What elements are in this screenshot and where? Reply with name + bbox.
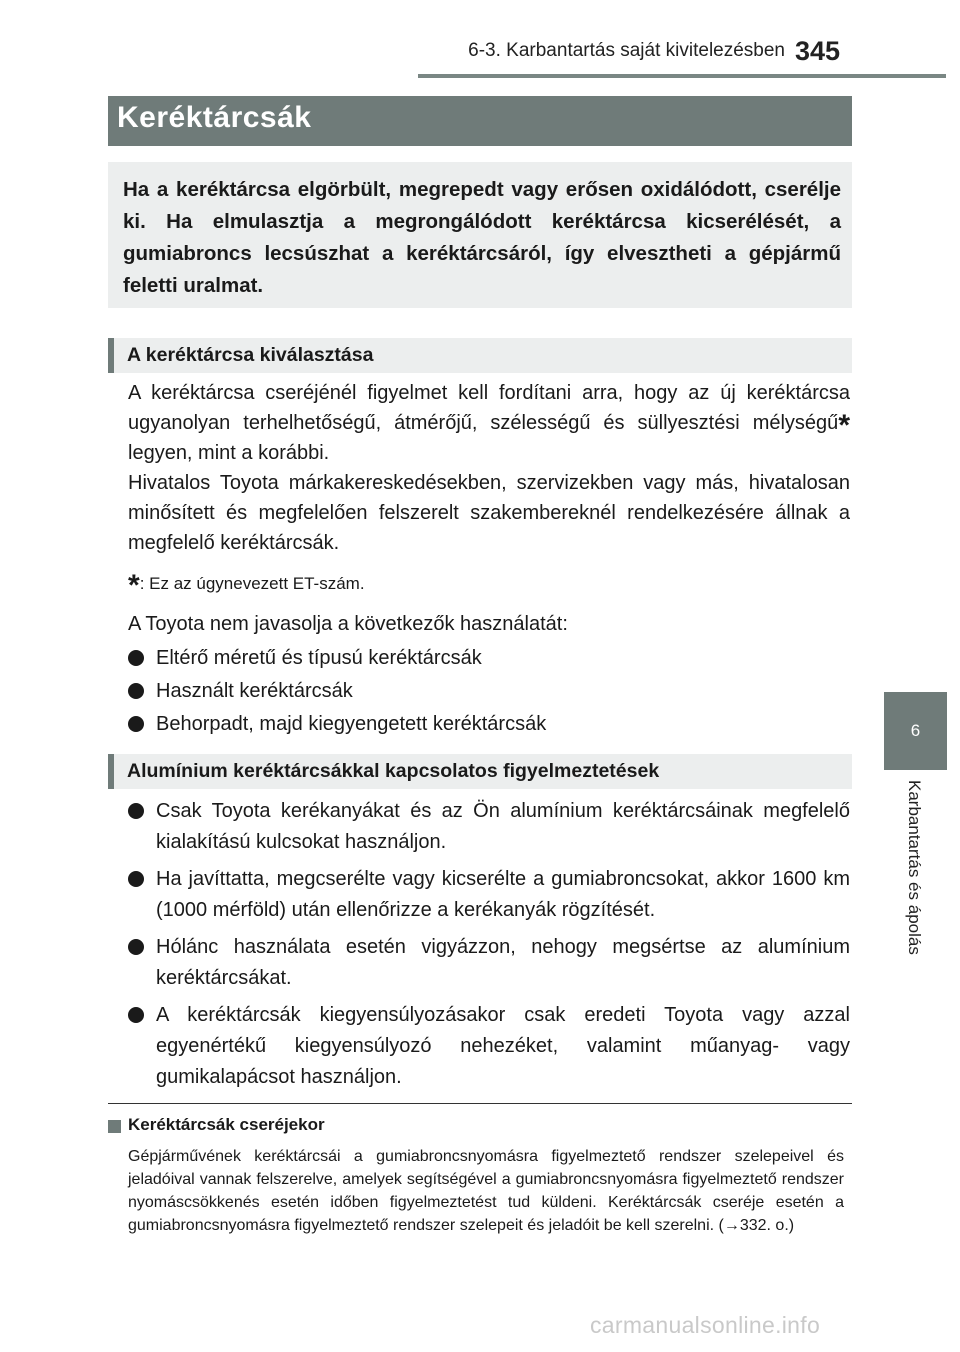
- paragraph: [128, 378, 850, 468]
- section-heading-bar: [108, 338, 852, 373]
- footnote-marker: *: [838, 409, 850, 442]
- watermark: carmanualsonline.info: [590, 1312, 821, 1338]
- section-heading-bar: [108, 754, 852, 789]
- header-rule: [418, 74, 946, 78]
- footnote: [128, 568, 850, 602]
- intro-text: Ha a keréktárcsa elgörbült, megrepedt vagy erősen oxidálódott, cserélje ki. Ha elmulasztja a megrongálódott keréktárcsa kicserélését, a gumiabroncs lecsúszhat a keréktárcsáról, így elvesztheti a gépjármű feletti uralmat.: [123, 178, 841, 297]
- list-item: [128, 1000, 850, 1093]
- note-title: Keréktárcsák cseréjekor: [128, 1115, 325, 1134]
- list-item: [128, 864, 850, 926]
- list-item: [128, 709, 850, 740]
- section-heading: A keréktárcsa kiválasztása: [127, 344, 374, 366]
- bullet-list: [128, 796, 850, 1093]
- bullet-list: [128, 643, 850, 740]
- page-title-band: [108, 96, 852, 146]
- intro-box: [108, 162, 852, 308]
- list-item-text: Eltérő méretű és típusú keréktárcsák: [156, 647, 482, 669]
- list-item: [128, 676, 850, 707]
- footer-rule: [108, 1103, 852, 1104]
- list-item-text: Használt keréktárcsák: [156, 680, 353, 702]
- note-text: Gépjárművének keréktárcsái a gumiabroncsnyomásra figyelmeztető rendszer szelepeivel és jeladóival vannak felszerelve, amelyek segítségével a gumiabroncsnyomásra figyelmeztető rendszer nyomáscsökkenés esetén időben figyelmeztetést tud küldeni. Keréktárcsák cseréje esetén a gumiabroncsnyomásra figyelmeztető rendszer szelepeit és jeladóit be kell szerelni. (→332. o.): [128, 1148, 844, 1234]
- footnote-text: : Ez az úgynevezett ET-szám.: [139, 574, 365, 593]
- bullet-dot-icon: [128, 650, 144, 666]
- list-item-text: Ha javíttatta, megcserélte vagy kicserélte a gumiabroncsokat, akkor 1600 km (1000 mérföld) után ellenőrizze a kerékanyák rögzítését.: [156, 868, 850, 921]
- section1-body: [128, 378, 850, 740]
- list-item-text: Hólánc használata esetén vigyázzon, nehogy megsértse az alumínium keréktárcsákat.: [156, 936, 850, 989]
- list-item: [128, 643, 850, 674]
- chapter-number: 6: [910, 721, 921, 740]
- running-header-section: 6-3. Karbantartás saját kivitelezésben: [468, 40, 785, 61]
- footnote-marker: *: [128, 569, 140, 602]
- bullet-dot-icon: [128, 939, 144, 955]
- chapter-title: Karbantartás és ápolás: [905, 780, 924, 955]
- paragraph-text: legyen, mint a korábbi.: [128, 442, 330, 464]
- paragraph-text: A keréktárcsa cseréjénél figyelmet kell fordítani arra, hogy az új keréktárcsa ugyanolyan terhelhetőségű, átmérőjű, szélességű és süllyesztési mélységű: [128, 382, 850, 434]
- bullet-dot-icon: [128, 1007, 144, 1023]
- section2-body: [128, 796, 850, 1093]
- chapter-side-label: [900, 780, 928, 990]
- square-bullet-icon: [108, 1120, 121, 1133]
- list-item-text: Csak Toyota kerékanyákat és az Ön alumínium keréktárcsáinak megfelelő kialakítású kulcsokat használjon.: [156, 800, 850, 853]
- bullet-dot-icon: [128, 716, 144, 732]
- list-item-text: Behorpadt, majd kiegyengetett keréktárcsák: [156, 713, 547, 735]
- chapter-tab: [884, 692, 947, 770]
- bullet-dot-icon: [128, 683, 144, 699]
- paragraph: Hivatalos Toyota márkakereskedésekben, szervizekben vagy más, hivatalosan minősített és megfelelően felszerelt szakembereknél rendelkezésére állnak a megfelelő keréktárcsák.: [128, 472, 850, 554]
- bullet-dot-icon: [128, 871, 144, 887]
- page-number: 345: [795, 36, 841, 66]
- section-heading: Alumínium keréktárcsákkal kapcsolatos figyelmeztetések: [127, 760, 660, 782]
- paragraph: A Toyota nem javasolja a következők használatát:: [128, 613, 568, 635]
- list-item: [128, 932, 850, 994]
- bullet-dot-icon: [128, 803, 144, 819]
- list-item-text: A keréktárcsák kiegyensúlyozásakor csak eredeti Toyota vagy azzal egyenértékű kiegyensúlyozó nehezéket, valamint műanyag- vagy gumikalapácsot használjon.: [156, 1004, 850, 1088]
- list-item: [128, 796, 850, 858]
- page-title: Keréktárcsák: [117, 101, 312, 134]
